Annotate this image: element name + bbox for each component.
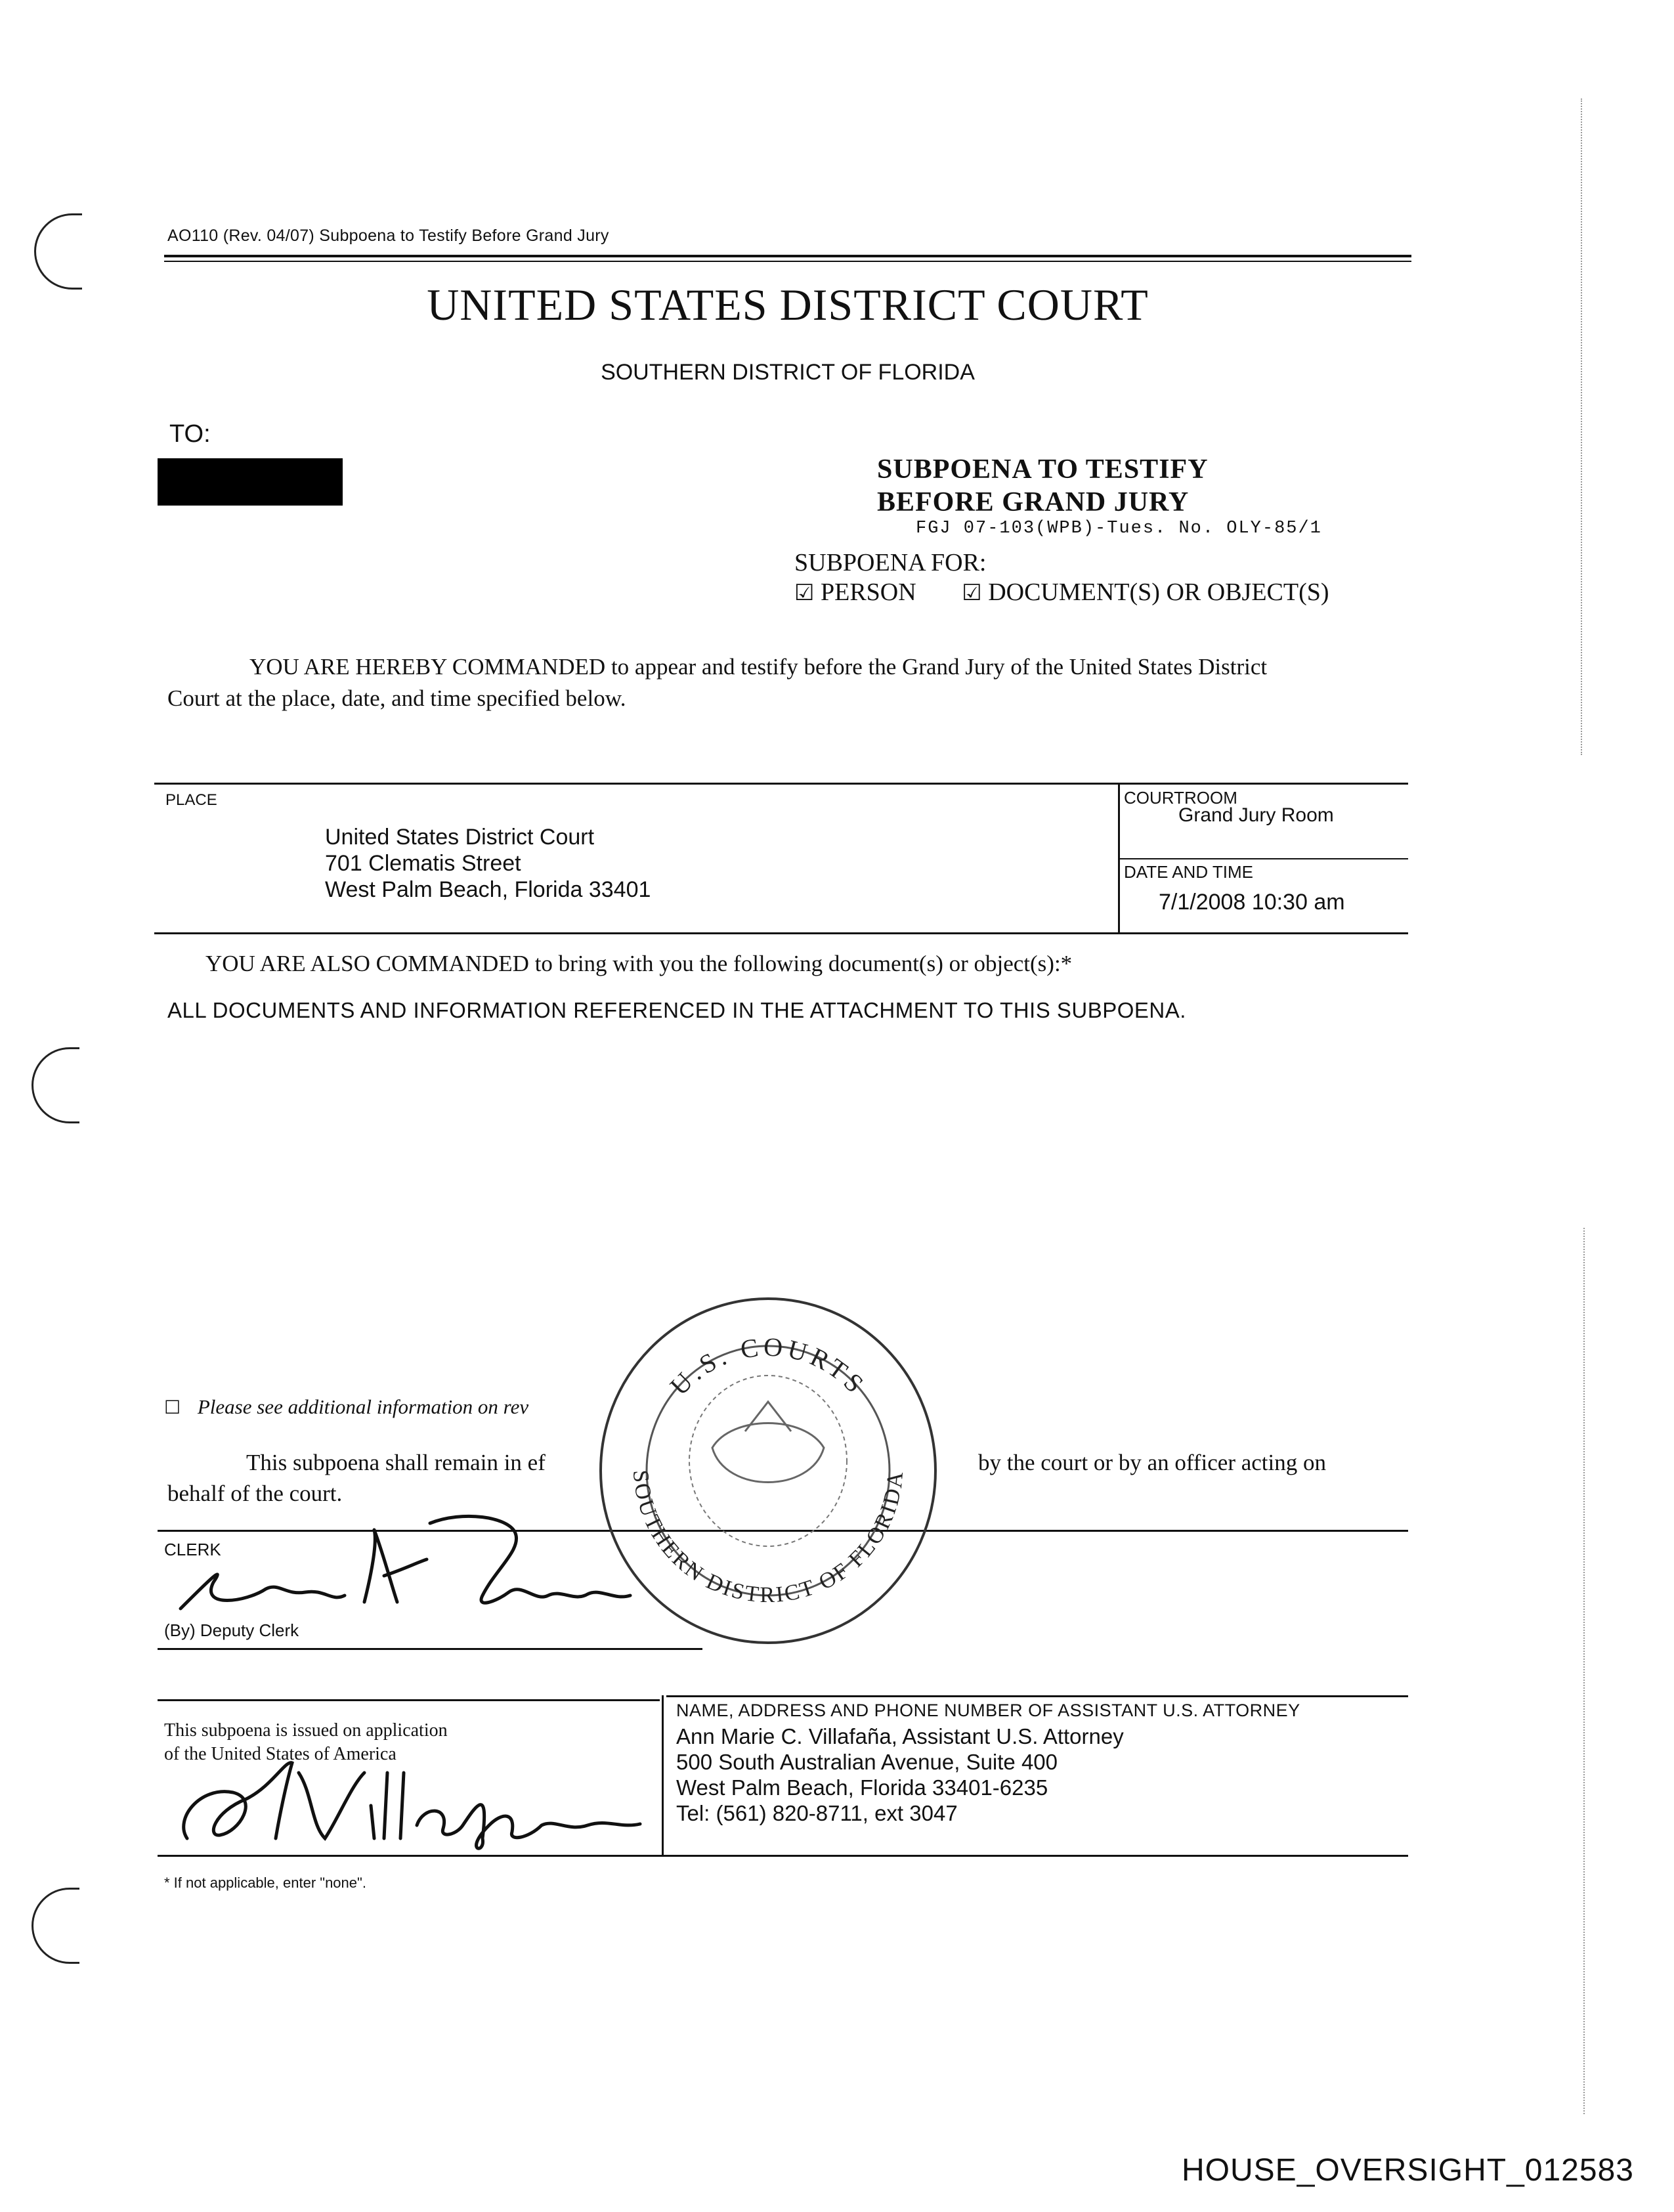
hole-punch-mark xyxy=(32,1888,79,1964)
issuer-top-rule xyxy=(158,1699,660,1701)
date-time-label: DATE AND TIME xyxy=(1124,862,1253,882)
issued-text-line1: This subpoena is issued on application xyxy=(164,1720,448,1741)
footnote: * If not applicable, enter "none". xyxy=(164,1875,366,1891)
scan-edge-artifact xyxy=(1581,98,1582,755)
subpoena-title xyxy=(877,453,1209,519)
header-rule xyxy=(164,255,1411,257)
place-address xyxy=(325,824,651,903)
attorney-info xyxy=(676,1724,1124,1826)
court-district: SOUTHERN DISTRICT OF FLORIDA xyxy=(601,360,975,385)
command-text-line1: YOU ARE HEREBY COMMANDED to appear and testify before the Grand Jury of the United States District xyxy=(249,654,1268,680)
clerk-label: CLERK xyxy=(164,1540,221,1559)
checked-box-icon: ☑ xyxy=(794,580,815,606)
case-number: FGJ 07-103(WPB)-Tues. No. OLY-85/1 xyxy=(916,519,1322,538)
documents-option xyxy=(962,578,1329,606)
courtroom-label: COURTROOM xyxy=(1124,788,1237,808)
seal-text-bottom: SOUTHERN DISTRICT OF FLORIDA xyxy=(628,1469,909,1608)
place-label: PLACE xyxy=(165,791,217,809)
additional-info-text: Please see additional information on rev xyxy=(197,1395,529,1418)
additional-info xyxy=(164,1395,528,1419)
place-line2: 701 Clematis Street xyxy=(325,851,521,876)
also-commanded-text: YOU ARE ALSO COMMANDED to bring with you the following document(s) or object(s):* xyxy=(205,951,1073,976)
table-top-rule xyxy=(154,783,1408,785)
attorney-address2: West Palm Beach, Florida 33401-6235 xyxy=(676,1775,1048,1800)
command-text xyxy=(167,651,1267,714)
place-line1: United States District Court xyxy=(325,825,595,850)
scan-edge-artifact xyxy=(1583,1228,1585,2114)
courtroom-value: Grand Jury Room xyxy=(1178,804,1334,826)
clerk-signature xyxy=(167,1504,640,1635)
seal-text-top: U.S. COURTS xyxy=(664,1332,872,1401)
remain-text-part1: This subpoena shall remain in ef xyxy=(246,1450,546,1475)
redacted-recipient xyxy=(158,458,343,506)
person-option xyxy=(794,578,922,606)
attorney-phone: Tel: (561) 820-8711, ext 3047 xyxy=(676,1801,958,1825)
documents-option-label: DOCUMENT(S) OR OBJECT(S) xyxy=(988,578,1329,606)
attorney-address1: 500 South Australian Avenue, Suite 400 xyxy=(676,1750,1058,1774)
courtroom-date-divider xyxy=(1118,858,1408,859)
subpoena-for-options xyxy=(794,578,1329,607)
remain-text-line2: behalf of the court. xyxy=(167,1481,343,1506)
attorney-top-rule xyxy=(666,1695,1408,1697)
subpoena-for-label: SUBPOENA FOR: xyxy=(794,549,987,576)
issued-text-line2: of the United States of America xyxy=(164,1744,397,1764)
bates-number: HOUSE_OVERSIGHT_012583 xyxy=(1182,2153,1634,2188)
checked-box-icon: ☑ xyxy=(962,580,982,606)
remain-text-part2: by the court or by an officer acting on xyxy=(978,1450,1327,1475)
subpoena-title-line2: BEFORE GRAND JURY xyxy=(877,487,1190,517)
unchecked-box-icon: ☐ xyxy=(164,1397,181,1418)
table-bottom-rule xyxy=(154,932,1408,934)
court-title: UNITED STATES DISTRICT COURT xyxy=(427,280,1149,330)
hole-punch-mark xyxy=(32,1047,79,1123)
attorney-label: NAME, ADDRESS AND PHONE NUMBER OF ASSISTANT U.S. ATTORNEY xyxy=(676,1701,1300,1720)
attorney-signature xyxy=(161,1746,647,1858)
command-text-line2: Court at the place, date, and time specified below. xyxy=(167,685,626,711)
date-time-value: 7/1/2008 10:30 am xyxy=(1159,890,1345,915)
hole-punch-mark xyxy=(34,213,82,290)
deputy-clerk-label: (By) Deputy Clerk xyxy=(164,1620,299,1640)
person-option-label: PERSON xyxy=(820,578,916,606)
attorney-name: Ann Marie C. Villafaña, Assistant U.S. Attorney xyxy=(676,1724,1124,1748)
documents-requested: ALL DOCUMENTS AND INFORMATION REFERENCED IN THE ATTACHMENT TO THIS SUBPOENA. xyxy=(167,998,1186,1022)
court-seal xyxy=(594,1297,942,1658)
header-rule xyxy=(164,261,1411,262)
issuer-attorney-divider xyxy=(662,1695,664,1856)
to-label: TO: xyxy=(169,420,211,448)
form-number-header: AO110 (Rev. 04/07) Subpoena to Testify Before Grand Jury xyxy=(167,227,609,245)
subpoena-title-line1: SUBPOENA TO TESTIFY xyxy=(877,454,1209,485)
table-divider xyxy=(1118,783,1120,932)
place-line3: West Palm Beach, Florida 33401 xyxy=(325,877,651,902)
